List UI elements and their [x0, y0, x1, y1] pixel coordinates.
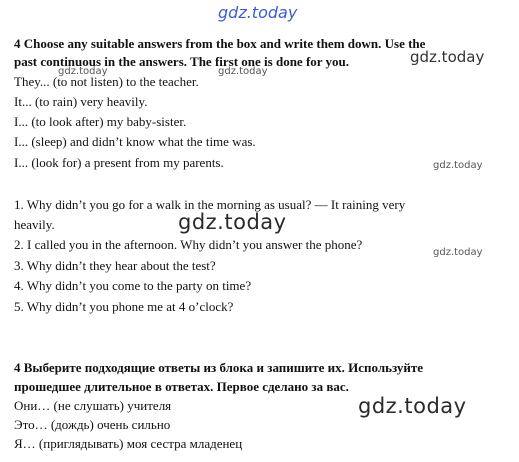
watermark-small-a: gdz.today	[58, 66, 108, 77]
question-item: 1. Why didn’t you go for a walk in the morning as usual? — It raining very	[14, 197, 406, 212]
watermark-center-big: gdz.today	[178, 210, 287, 234]
question-item: 5. Why didn’t you phone me at 4 o’clock?	[14, 299, 234, 314]
ru-item: Это… (дождь) очень сильно	[14, 417, 171, 432]
watermark-bottom-right: gdz.today	[358, 394, 467, 418]
box-item: I... (sleep) and didn’t know what the time was.	[14, 134, 256, 149]
watermark-right-small-2: gdz.today	[433, 247, 483, 258]
exercise-heading-ru-line2: прошедшее длительное в ответах. Первое сделано за вас.	[14, 379, 349, 394]
ru-item: Я… (приглядывать) моя сестра младенец	[14, 436, 243, 451]
watermark-right-heading: gdz.today	[410, 48, 485, 66]
ru-item: Они… (не слушать) учителя	[14, 398, 172, 413]
question-item: 2. I called you in the afternoon. Why didn’t you answer the phone?	[14, 237, 363, 252]
box-item: It... (to rain) very heavily.	[14, 94, 148, 109]
box-item: I... (to look after) my baby-sister.	[14, 114, 187, 129]
question-item: 3. Why didn’t they hear about the test?	[14, 258, 216, 273]
box-item: I... (look for) a present from my parents.	[14, 155, 224, 170]
exercise-heading-en-line2: past continuous in the answers. The first one is done for you.	[14, 54, 350, 69]
question-item-continuation: heavily.	[14, 217, 55, 232]
box-item: They... (to not listen) to the teacher.	[14, 74, 199, 89]
exercise-heading-ru-line1: 4 Выберите подходящие ответы из блока и запишите их. Используйте	[14, 360, 424, 375]
watermark-small-b: gdz.today	[218, 66, 268, 77]
question-item: 4. Why didn’t you come to the party on time?	[14, 278, 252, 293]
watermark-right-mid: gdz.today	[433, 160, 483, 171]
exercise-heading-en-line1: 4 Choose any suitable answers from the box and write them down. Use the	[14, 36, 426, 51]
watermark-top: gdz.today	[218, 3, 298, 22]
